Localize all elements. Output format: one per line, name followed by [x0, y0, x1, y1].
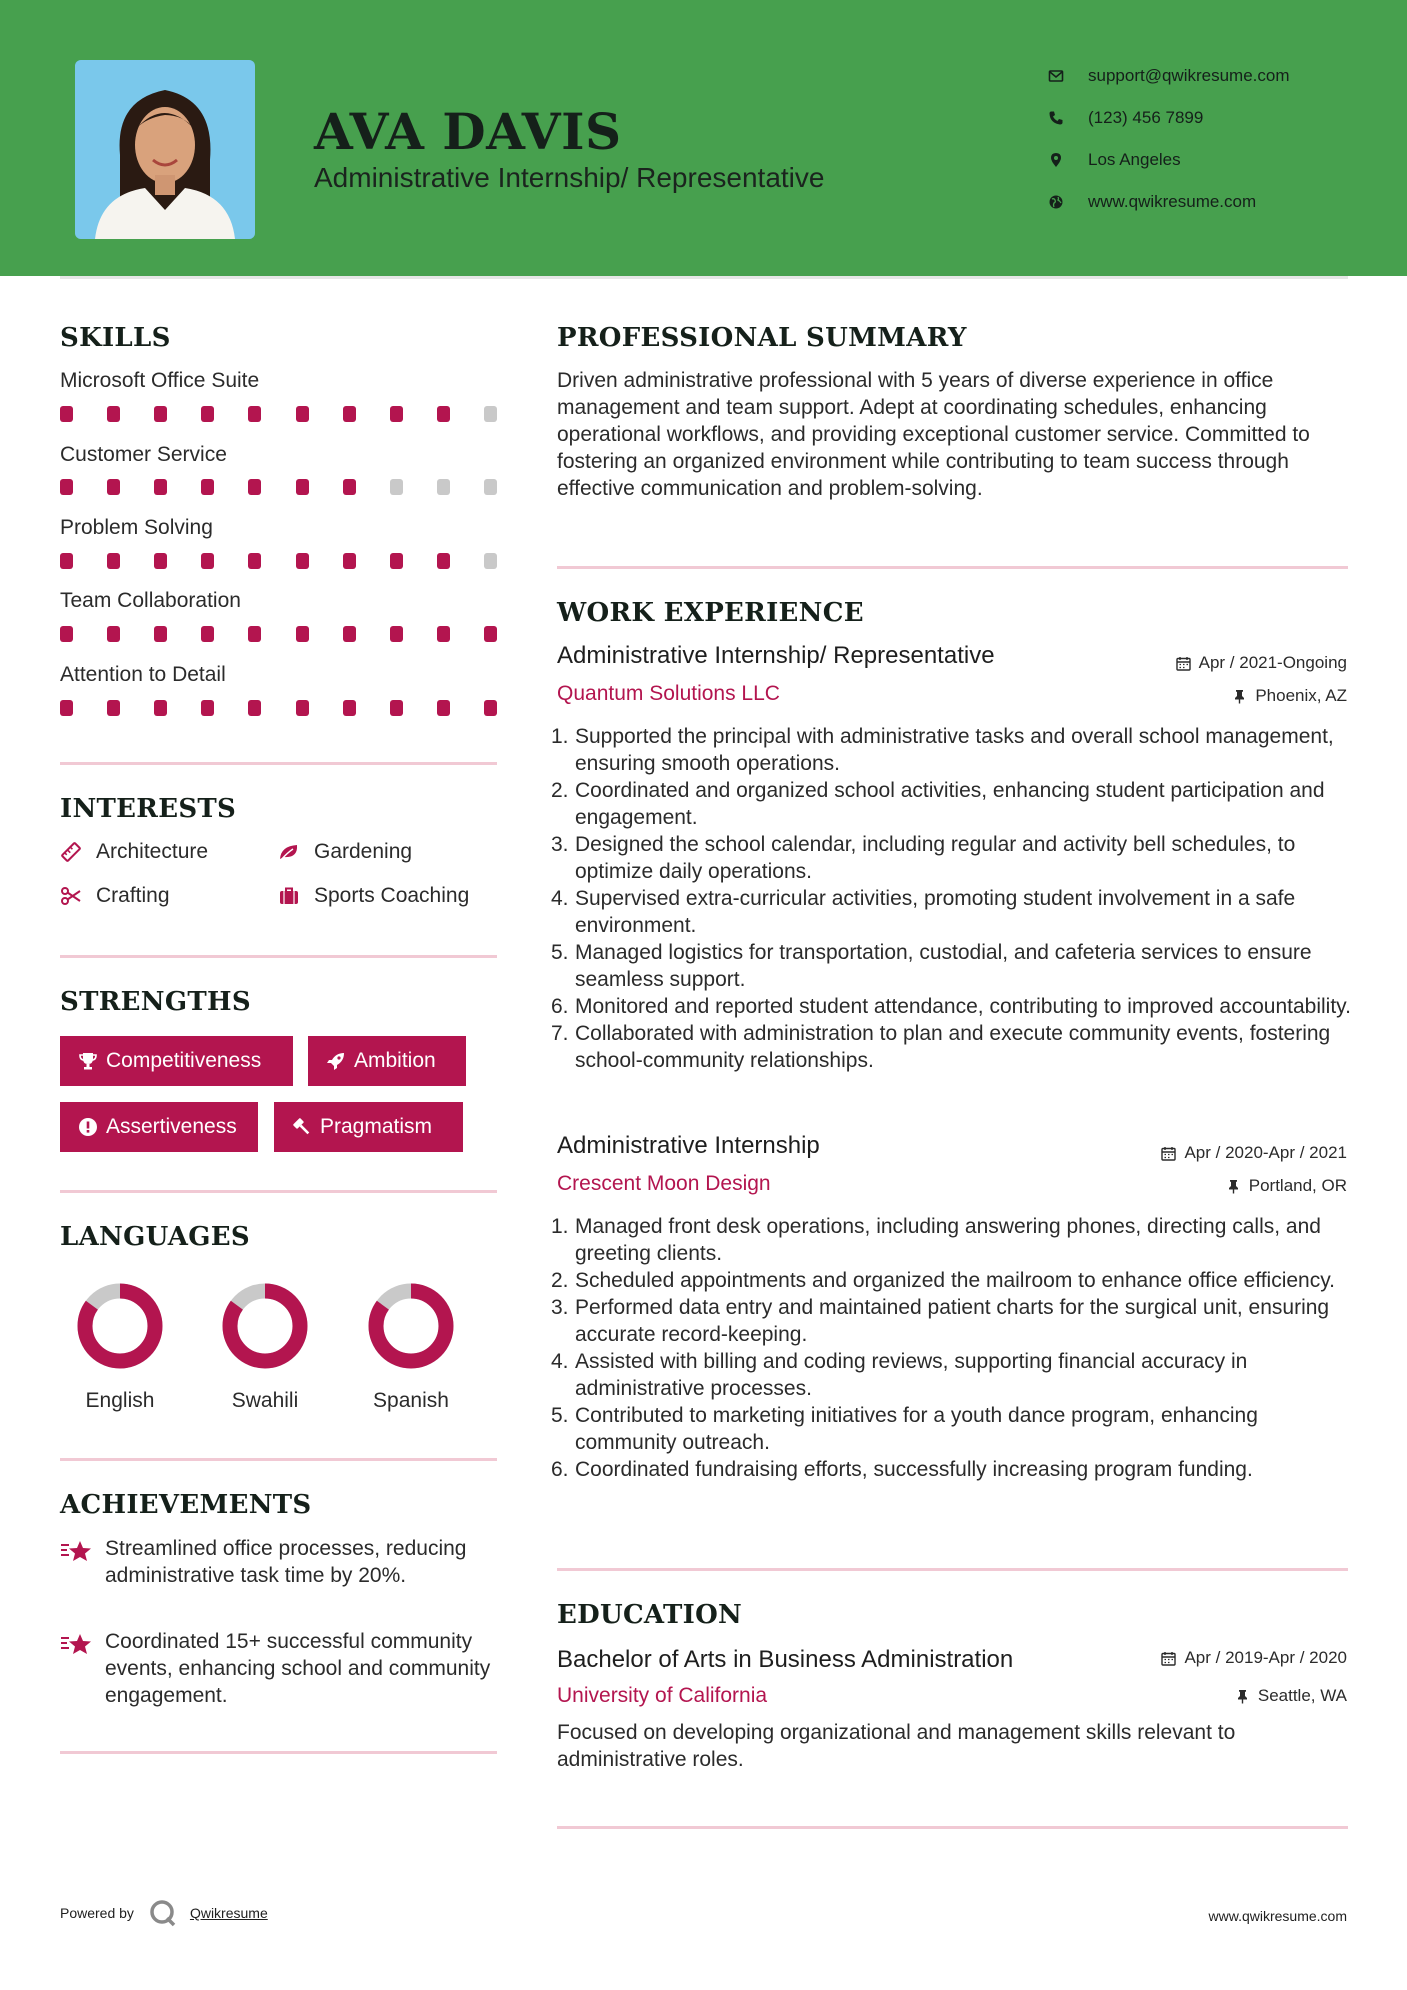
- skill-dot-filled: [201, 406, 214, 422]
- section-divider: [557, 1568, 1348, 1571]
- duty-text: Designed the school calendar, including regular and activity bell schedules, to optimize daily operations.: [575, 833, 1296, 883]
- summary-title: PROFESSIONAL SUMMARY: [557, 323, 967, 353]
- section-divider: [60, 1751, 497, 1754]
- section-divider: [557, 566, 1348, 569]
- duty-text: Managed front desk operations, including answering phones, directing calls, and greeting clients.: [575, 1215, 1321, 1265]
- candidate-name: AVA DAVIS: [314, 102, 622, 161]
- education-title: EDUCATION: [557, 1600, 743, 1630]
- duty-number: 5.: [551, 1404, 569, 1427]
- skill-dot-filled: [201, 479, 214, 495]
- resume-header: [0, 0, 1407, 276]
- skill-dot-filled: [60, 700, 73, 716]
- skill-dot-filled: [248, 479, 261, 495]
- briefcase-icon: [278, 885, 314, 907]
- skill-rating: [60, 626, 497, 642]
- education-description: Focused on developing organizational and management skills relevant to administrative roles.: [557, 1721, 1236, 1771]
- strength-badge: Assertiveness: [60, 1102, 258, 1152]
- duty-item: [551, 1294, 1352, 1348]
- company-name: Crescent Moon Design: [557, 1172, 771, 1195]
- trophy-icon: [70, 1050, 106, 1072]
- section-divider: [60, 762, 497, 765]
- skill-dot-filled: [60, 406, 73, 422]
- pushpin-icon: [1235, 1689, 1250, 1704]
- leaf-icon: [278, 841, 314, 863]
- duty-item: [551, 885, 1352, 939]
- duty-text: Supervised extra-curricular activities, promoting student involvement in a safe environment.: [575, 887, 1296, 937]
- skill-dot-filled: [437, 553, 450, 569]
- job-date: Apr / 2021-Ongoing: [1176, 653, 1347, 673]
- summary-text: Driven administrative professional with 5 years of diverse experience in office management and team support. Adept at coordinating schedules, enhancing operational workflows, and providing exceptional customer service. Committed to fostering an organized environment while contributing to team success through effective communication and problem-solving.: [557, 369, 1310, 500]
- strength-badge: Pragmatism: [274, 1102, 463, 1152]
- duty-number: 6.: [551, 1458, 569, 1481]
- exclamation-circle-icon: [70, 1116, 106, 1138]
- languages-title: LANGUAGES: [60, 1222, 250, 1252]
- contact-phone[interactable]: (123) 456 7899: [1048, 97, 1290, 139]
- skill-dot-filled: [296, 626, 309, 642]
- skill-dot-filled: [60, 479, 73, 495]
- achievement-item: Coordinated 15+ successful community events, enhancing school and community engagement.: [60, 1628, 500, 1709]
- skill-label: Microsoft Office Suite: [60, 369, 260, 392]
- skill-dot-filled: [154, 626, 167, 642]
- language-item: Spanish: [351, 1281, 471, 1413]
- calendar-icon: [1161, 1146, 1176, 1161]
- scissors-icon: [60, 885, 96, 907]
- ruler-icon: [60, 841, 96, 863]
- section-divider: [60, 955, 497, 958]
- skill-dot-empty: [484, 406, 497, 422]
- duty-item: [551, 1020, 1352, 1074]
- skill-dot-filled: [107, 626, 120, 642]
- skill-dot-filled: [154, 479, 167, 495]
- duty-item: [551, 1402, 1352, 1456]
- footer-url[interactable]: www.qwikresume.com: [1208, 1908, 1347, 1924]
- contact-list: [1048, 55, 1290, 223]
- duty-item: [551, 831, 1352, 885]
- star-icon: [60, 1535, 105, 1589]
- star-icon: [60, 1628, 105, 1709]
- contact-location: Los Angeles: [1048, 139, 1290, 181]
- skill-dot-filled: [154, 406, 167, 422]
- brand-link[interactable]: Qwikresume: [189, 1905, 268, 1921]
- skill-dot-filled: [390, 553, 403, 569]
- duty-item: [551, 993, 1352, 1020]
- experience-title: WORK EXPERIENCE: [557, 598, 864, 628]
- phone-icon: [1048, 108, 1088, 128]
- duty-text: Monitored and reported student attendance, contributing to improved accountability.: [575, 995, 1351, 1018]
- skill-dot-filled: [201, 626, 214, 642]
- school-name: University of California: [557, 1684, 768, 1707]
- duty-number: 4.: [551, 1350, 569, 1373]
- skill-dot-filled: [248, 553, 261, 569]
- education-location: Seattle, WA: [1235, 1686, 1347, 1706]
- duty-text: Contributed to marketing initiatives for a youth dance program, enhancing community outreach.: [575, 1404, 1258, 1454]
- skill-dot-filled: [201, 553, 214, 569]
- job-date: Apr / 2020-Apr / 2021: [1161, 1143, 1347, 1163]
- duty-item: [551, 723, 1352, 777]
- gavel-icon: [284, 1116, 320, 1138]
- duty-text: Scheduled appointments and organized the mailroom to enhance office efficiency.: [575, 1269, 1335, 1292]
- duty-number: 3.: [551, 833, 569, 856]
- pushpin-icon: [1226, 1179, 1241, 1194]
- duty-number: 7.: [551, 1022, 569, 1045]
- duty-text: Performed data entry and maintained patient charts for the surgical unit, ensuring accurate record-keeping.: [575, 1296, 1330, 1346]
- job-location: Phoenix, AZ: [1232, 686, 1347, 706]
- skill-dot-empty: [484, 479, 497, 495]
- job-location: Portland, OR: [1226, 1176, 1347, 1196]
- duty-text: Supported the principal with administrative tasks and overall school management, ensuring smooth operations.: [575, 725, 1334, 775]
- duty-number: 1.: [551, 1215, 569, 1238]
- skill-dot-filled: [60, 626, 73, 642]
- duty-item: [551, 777, 1352, 831]
- education-date: Apr / 2019-Apr / 2020: [1161, 1648, 1347, 1668]
- skill-dot-filled: [60, 553, 73, 569]
- duty-item: [551, 1267, 1352, 1294]
- duty-item: [551, 1213, 1352, 1267]
- skill-dot-filled: [437, 626, 450, 642]
- duty-number: 6.: [551, 995, 569, 1018]
- qwikresume-logo-icon: [148, 1898, 178, 1928]
- skill-dot-filled: [201, 700, 214, 716]
- skill-dot-filled: [390, 700, 403, 716]
- language-item: English: [60, 1281, 180, 1413]
- skill-dot-filled: [484, 700, 497, 716]
- calendar-icon: [1161, 1651, 1176, 1666]
- skill-rating: [60, 553, 497, 569]
- language-donut: [366, 1281, 456, 1371]
- globe-icon: [1048, 192, 1088, 212]
- skill-dot-filled: [107, 700, 120, 716]
- language-donut: [220, 1281, 310, 1371]
- duty-number: 1.: [551, 725, 569, 748]
- skill-label: Problem Solving: [60, 516, 213, 539]
- footer-powered-by: Powered by Qwikresume: [60, 1898, 268, 1928]
- skill-rating: [60, 479, 497, 495]
- interest-item: Gardening: [278, 840, 412, 864]
- skill-rating: [60, 700, 497, 716]
- skill-dot-filled: [484, 626, 497, 642]
- skill-dot-filled: [107, 406, 120, 422]
- skill-dot-empty: [484, 553, 497, 569]
- skill-label: Customer Service: [60, 443, 227, 466]
- skill-dot-filled: [343, 406, 356, 422]
- skill-dot-filled: [107, 553, 120, 569]
- skill-dot-filled: [154, 700, 167, 716]
- section-divider: [557, 1826, 1348, 1829]
- skills-title: SKILLS: [60, 323, 171, 353]
- job-title: Administrative Internship/ Representative: [557, 642, 995, 669]
- skill-dot-filled: [343, 479, 356, 495]
- duty-number: 2.: [551, 1269, 569, 1292]
- rocket-icon: [318, 1050, 354, 1072]
- duty-text: Coordinated and organized school activities, enhancing student participation and engagement.: [575, 779, 1325, 829]
- duty-item: [551, 939, 1352, 993]
- skill-dot-filled: [296, 553, 309, 569]
- degree-title: Bachelor of Arts in Business Administration: [557, 1646, 1014, 1673]
- skill-dot-filled: [437, 700, 450, 716]
- interest-item: Sports Coaching: [278, 884, 469, 908]
- skill-dot-filled: [248, 626, 261, 642]
- skill-dot-filled: [390, 406, 403, 422]
- skill-dot-filled: [390, 626, 403, 642]
- skill-dot-filled: [248, 700, 261, 716]
- skill-dot-filled: [107, 479, 120, 495]
- duty-text: Collaborated with administration to plan and execute community events, fostering school-community relationships.: [575, 1022, 1331, 1072]
- achievement-item: Streamlined office processes, reducing administrative task time by 20%.: [60, 1535, 500, 1589]
- strength-badge: Ambition: [308, 1036, 466, 1086]
- skill-dot-filled: [296, 479, 309, 495]
- company-name: Quantum Solutions LLC: [557, 682, 780, 705]
- duty-number: 2.: [551, 779, 569, 802]
- duty-number: 4.: [551, 887, 569, 910]
- job-title: Administrative Internship: [557, 1132, 820, 1159]
- strength-badge: Competitiveness: [60, 1036, 293, 1086]
- job-duties: [551, 1213, 1352, 1483]
- skill-dot-filled: [296, 406, 309, 422]
- skill-dot-empty: [390, 479, 403, 495]
- job-duties: [551, 723, 1352, 1074]
- candidate-role: Administrative Internship/ Representative: [314, 162, 825, 193]
- calendar-icon: [1176, 656, 1191, 671]
- section-divider: [60, 1458, 497, 1461]
- section-divider: [60, 1190, 497, 1193]
- envelope-icon: [1048, 66, 1088, 86]
- pushpin-icon: [1232, 689, 1247, 704]
- map-pin-icon: [1048, 150, 1088, 170]
- skill-dot-filled: [343, 626, 356, 642]
- interest-item: Crafting: [60, 884, 170, 908]
- interest-item: Architecture: [60, 840, 208, 864]
- profile-photo: [75, 60, 255, 239]
- duty-number: 5.: [551, 941, 569, 964]
- duty-number: 3.: [551, 1296, 569, 1319]
- skill-label: Attention to Detail: [60, 663, 226, 686]
- achievements-title: ACHIEVEMENTS: [60, 1490, 312, 1520]
- language-donut: [75, 1281, 165, 1371]
- duty-item: [551, 1456, 1352, 1483]
- language-item: Swahili: [205, 1281, 325, 1413]
- interests-title: INTERESTS: [60, 794, 237, 824]
- skill-dot-filled: [343, 553, 356, 569]
- skill-label: Team Collaboration: [60, 589, 241, 612]
- skill-rating: [60, 406, 497, 422]
- skill-dot-filled: [437, 406, 450, 422]
- skill-dot-filled: [296, 700, 309, 716]
- duty-item: [551, 1348, 1352, 1402]
- skill-dot-filled: [248, 406, 261, 422]
- duty-text: Coordinated fundraising efforts, successfully increasing program funding.: [575, 1458, 1253, 1481]
- contact-website[interactable]: www.qwikresume.com: [1048, 181, 1290, 223]
- duty-text: Assisted with billing and coding reviews, supporting financial accuracy in administrative processes.: [575, 1350, 1248, 1400]
- header-divider: [60, 276, 1348, 279]
- skill-dot-filled: [343, 700, 356, 716]
- skill-dot-filled: [154, 553, 167, 569]
- contact-email[interactable]: support@qwikresume.com: [1048, 55, 1290, 97]
- duty-text: Managed logistics for transportation, custodial, and cafeteria services to ensure seamless support.: [575, 941, 1312, 991]
- strengths-title: STRENGTHS: [60, 987, 251, 1017]
- skill-dot-empty: [437, 479, 450, 495]
